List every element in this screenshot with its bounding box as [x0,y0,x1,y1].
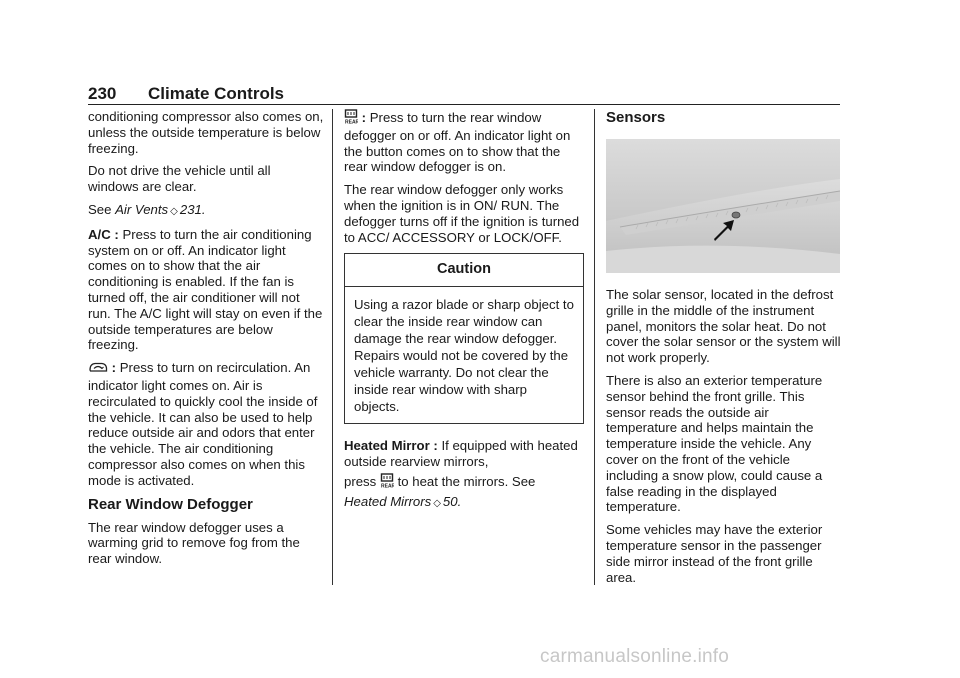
column-divider [594,109,595,585]
paragraph: Do not drive the vehicle until all windows are clear. [88,163,271,195]
paragraph: The rear window defogger uses a warming grid to remove fog from the rear window. [88,519,300,567]
paragraph: The solar sensor, located in the defrost grille in the middle of the instrument panel, monitors the solar heat. Do not cover the solar sensor or the system will not work properly. [606,287,841,366]
air-vents-link[interactable]: Air Vents [115,201,169,217]
caution-title: Caution [345,254,583,287]
heated-mirror-description: Heated Mirror : If equipped with heated outside rearview mirrors, [344,438,578,469]
recirculation-icon [88,361,108,378]
rear-defog-icon [344,109,358,128]
caution-box [344,253,584,424]
page-header [88,82,840,105]
section-title: Climate Controls [148,84,285,103]
page-ref-icon: ◇ [433,497,441,509]
heated-mirror-term: Heated Mirror : [344,438,438,454]
paragraph: Some vehicles may have the exterior temperature sensor in the passenger side mirror instead of the front grille area. [606,522,823,585]
column-right [606,109,842,592]
rear-defog-icon [380,473,394,492]
heated-mirror-press: press REAR to heat the mirrors. See [344,473,584,492]
caution-body: Using a razor blade or sharp object to clear the inside rear window can damage the rear window defogger. Repairs would not be covered by the vehicle warranty. Do not clear the inside rear window with sharp objects. [354,297,574,415]
paragraph: There is also an exterior temperature sensor behind the front grille. This sensor reads the outside air temperature and helps maintain the temperature inside the vehicle. Any cover on the front of the vehicle including a snow plow, could cause a false reading in the displayed temperature. [606,372,823,515]
column-divider [332,109,333,585]
column-left [88,109,324,574]
solar-sensor-photo [606,139,840,273]
heated-mirrors-reference: Heated Mirrors ◇ 50. [344,493,462,509]
ac-description: A/C : Press to turn the air conditioning system on or off. An indicator light comes on to show that the air conditioning is enabled. If the fan is turned off, the air conditioner will not run. The A/C light will stay on even if the outside temperatures are below freezing. [88,226,323,353]
sensors-heading: Sensors [606,109,666,126]
svg-text:REAR: REAR [345,119,358,124]
paragraph: conditioning compressor also comes on, unless the outside temperature is below freezing. [88,109,324,156]
heated-mirrors-link[interactable]: Heated Mirrors [344,493,432,509]
ac-term: A/C : [88,226,119,242]
paragraph: The rear window defogger only works when the ignition is in ON/ RUN. The defogger turns off if the ignition is turned to ACC/ ACCESSORY or LOCK/OFF. [344,182,580,245]
column-middle [344,109,584,518]
page-ref-icon: ◇ [170,205,178,217]
recirculation-description: : Press to turn on recirculation. An indicator light comes on. Air is recirculated to quickly cool the inside of the vehicle. It can also be used to help reduce outside air and odors that enter the vehicle. The air conditioning compressor also comes on when this mode is activated. [88,360,318,488]
rear-defog-description: REAR : Press to turn the rear window defogger on or off. An indicator light on the button comes on to show that the rear window defogger is on. [344,110,571,175]
rear-window-defogger-heading: Rear Window Defogger [88,495,253,513]
svg-text:REAR: REAR [380,483,394,488]
page-number: 230 [88,84,117,103]
see-reference: See Air Vents ◇ 231. [88,201,206,217]
watermark: carmanualsonline.info [540,646,730,667]
